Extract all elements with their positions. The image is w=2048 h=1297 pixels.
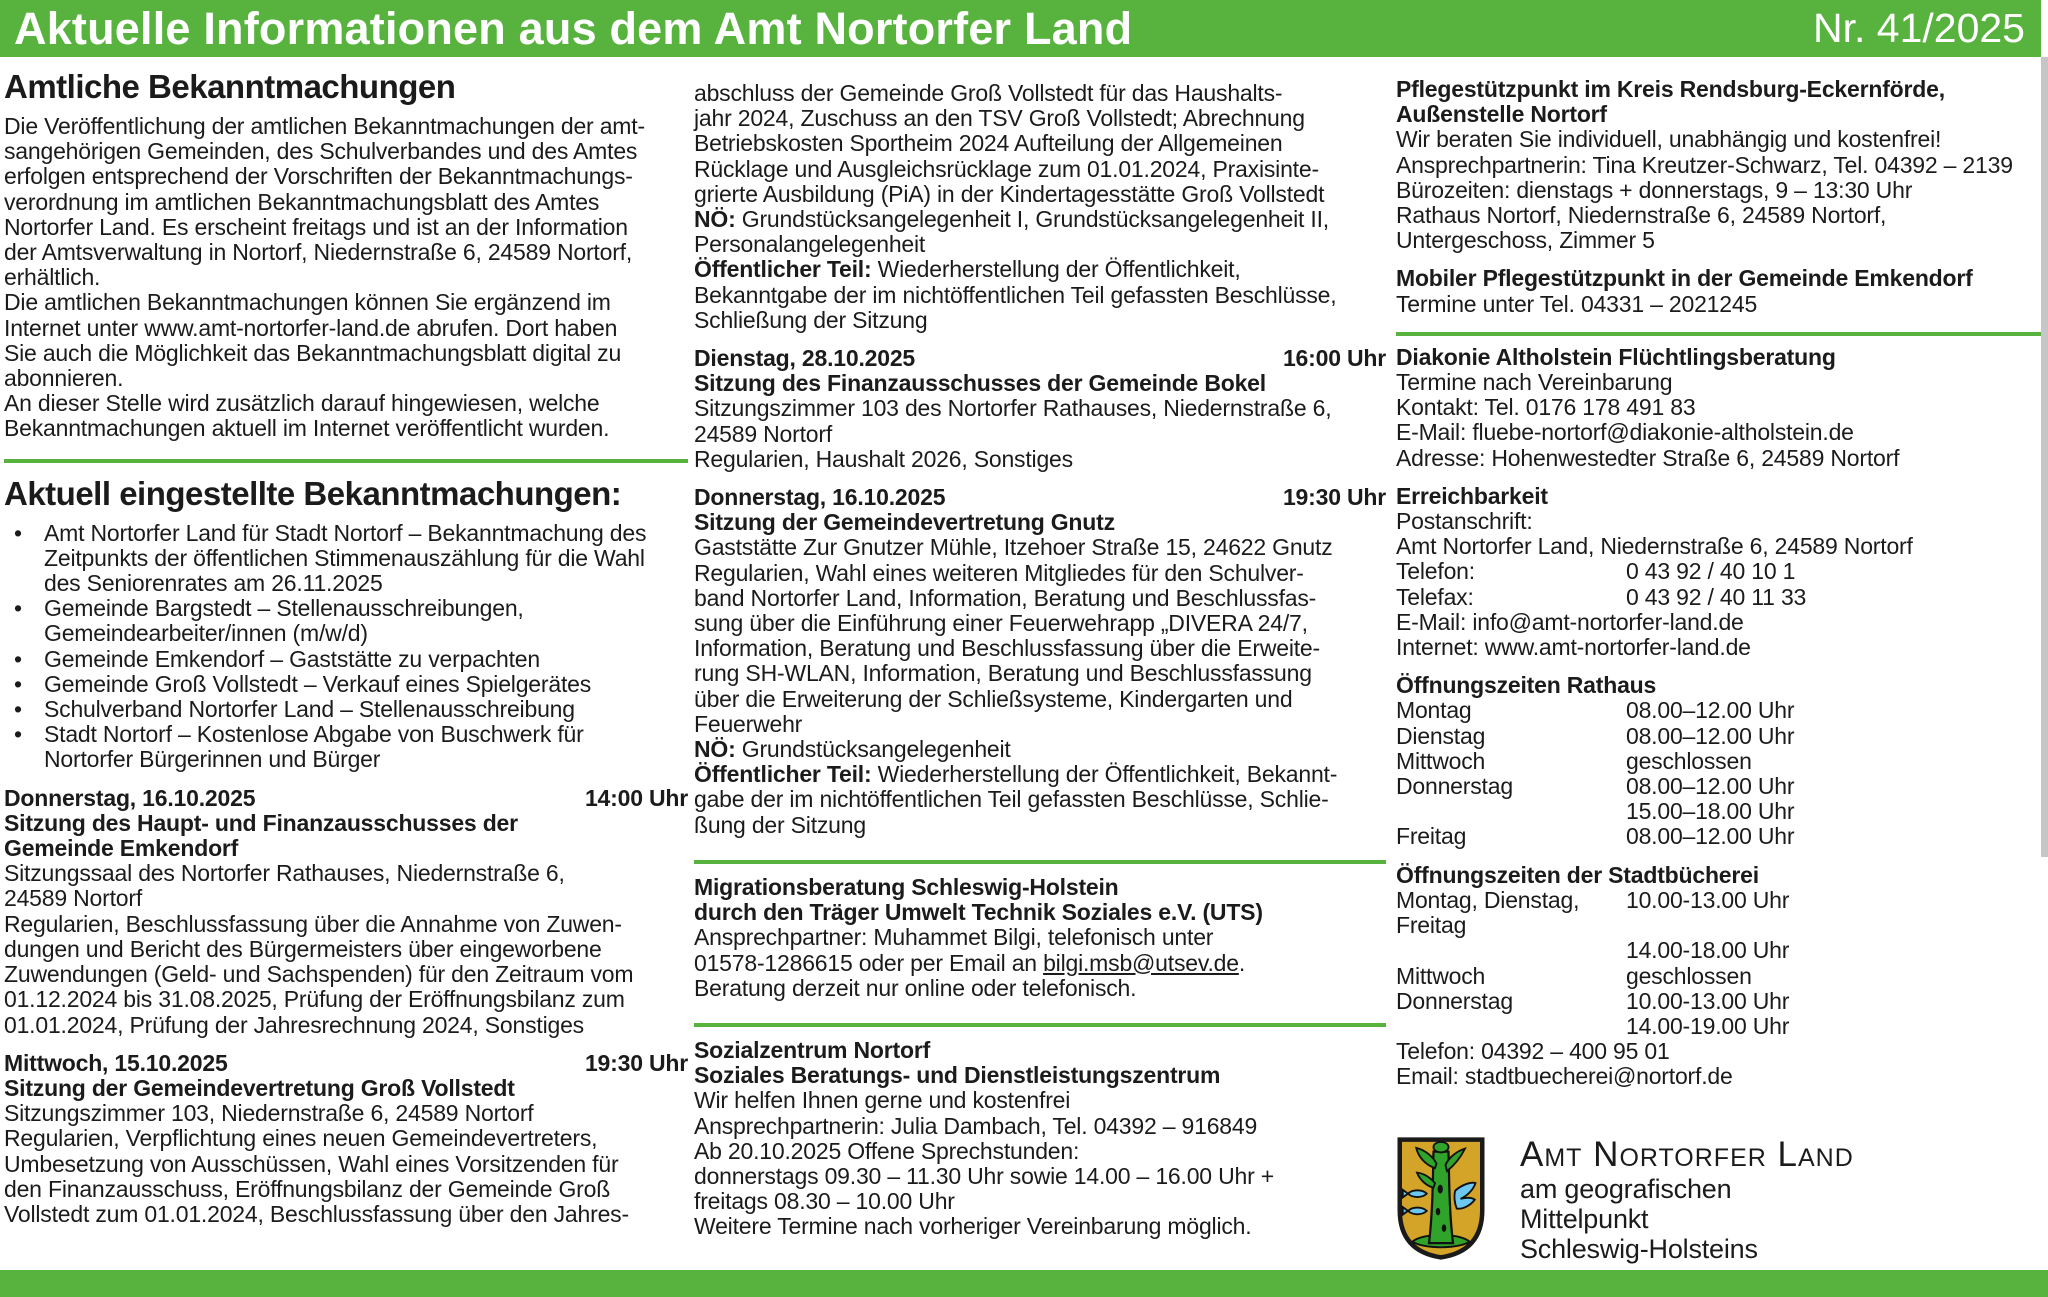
meeting-body: Gaststätte Zur Gnutzer Mühle, Itzehoer Straße 15, 24622 Gnutz Regularien, Wahl eines weiteren Mitgliedes für den Schulver- band Nortorfer Land, Information, Beratung und Beschlussfas- sung über die Einführung einer Feuerwehrapp „DIVERA 24/7, Information, Beratung und Beschlussfassung über die Erweite- rung SH-WLAN, Information, Beratung und Beschlussfassung über die Erweiterung der Schließsysteme, Kindergarten und Feuerwehr bbox=[694, 534, 1333, 737]
list-item bbox=[4, 697, 688, 722]
meeting-date-row bbox=[694, 346, 1386, 371]
nonpublic-label: NÖ: bbox=[694, 736, 736, 763]
hours-time: 14.00-18.00 Uhr bbox=[1626, 937, 1790, 964]
nonpublic-part bbox=[694, 207, 1386, 257]
meeting-body: Sitzungszimmer 103 des Nortorfer Rathauses, Niedernstraße 6, 24589 Nortorf Regularien, Haushalt 2026, Sonstiges bbox=[694, 395, 1332, 472]
meeting-date-row bbox=[694, 485, 1386, 510]
logo-block bbox=[1396, 1136, 2041, 1264]
meeting-date: Mittwoch, 15.10.2025 bbox=[4, 1049, 228, 1076]
contact-value: 0 43 92 / 40 10 1 bbox=[1626, 558, 1796, 585]
contact-row bbox=[1396, 585, 2041, 610]
divider bbox=[694, 1023, 1386, 1027]
migration-line: Ansprechpartner: Muhammet Bilgi, telefonisch unter bbox=[694, 924, 1214, 951]
hours-day: Montag, Dienstag, Freitag bbox=[1396, 886, 1580, 939]
hours-time: 08.00–12.00 Uhr bbox=[1626, 722, 1795, 749]
meeting-date: Donnerstag, 16.10.2025 bbox=[694, 484, 946, 511]
column-middle bbox=[694, 57, 1386, 1240]
sozialzentrum-title: Sozialzentrum Nortorf Soziales Beratungs- und Dienstleistungszentrum bbox=[694, 1036, 1221, 1089]
divider bbox=[4, 459, 688, 463]
meeting-time: 16:00 Uhr bbox=[1282, 345, 1386, 372]
bullet-icon: • bbox=[14, 519, 22, 546]
public-text: Wiederherstellung der Öffentlichkeit, Bekannt- gabe der im nichtöffentlichen Teil gefassten Beschlüsse, Schlie- ßung der Sitzung bbox=[694, 761, 1338, 838]
meeting-date: Donnerstag, 16.10.2025 bbox=[4, 784, 256, 811]
divider bbox=[1396, 332, 2041, 336]
pflege-title: Pflegestützpunkt im Kreis Rendsburg-Eckernförde, Außenstelle Nortorf bbox=[1396, 76, 1945, 128]
meeting-item bbox=[4, 1051, 688, 1227]
page-edge-artifact bbox=[2041, 57, 2048, 857]
list-item bbox=[4, 647, 688, 672]
sozialzentrum-body: Wir helfen Ihnen gerne und kostenfrei Ansprechpartnerin: Julia Dambach, Tel. 04392 – 916849 Ab 20.10.2025 Offene Sprechstunden: donnerstags 09.30 – 11.30 Uhr sowie 14.00 – 16.00 Uhr + freitags 08.30 – 10.00 Uhr Weitere Termine nach vorheriger Vereinbarung möglich. bbox=[694, 1087, 1274, 1240]
public-part bbox=[694, 257, 1386, 333]
public-text: Wiederherstellung der Öffentlichkeit, Bekanntgabe der im nichtöffentlichen Teil gefassten Beschlüsse, Schließung der Sitzung bbox=[694, 256, 1337, 333]
hours-row bbox=[1396, 989, 2041, 1014]
erreichbarkeit-lines: Postanschrift: Amt Nortorfer Land, Niedernstraße 6, 24589 Nortorf bbox=[1396, 508, 1913, 560]
migration-section bbox=[694, 875, 1386, 1001]
hours-day: Donnerstag bbox=[1396, 773, 1513, 800]
contact-value: 0 43 92 / 40 11 33 bbox=[1626, 583, 1807, 610]
meeting-body: Sitzungssaal des Nortorfer Rathauses, Niedernstraße 6, 24589 Nortorf Regularien, Beschlussfassung über die Annahme von Zuwen- dungen und Bericht des Bürgermeisters über eingeworbene Zuwendungen (Geld- und Sachspenden) für den Zeitraum vom 01.12.2024 bis 31.08.2025, Prüfung der Eröffnungsbilanz zum 01.01.2024, Prüfung der Jahresrechnung 2024, Sonstiges bbox=[4, 860, 634, 1038]
org-tagline: am geografischen Mittelpunkt Schleswig-Holsteins bbox=[1520, 1173, 1758, 1264]
logo-text bbox=[1520, 1136, 1854, 1264]
meeting-date: Dienstag, 28.10.2025 bbox=[694, 345, 916, 372]
column-left bbox=[4, 57, 688, 1227]
nonpublic-label: NÖ: bbox=[694, 206, 736, 233]
hours-row bbox=[1396, 1014, 2041, 1039]
migration-line bbox=[694, 951, 1386, 976]
section-heading-current: Aktuell eingestellte Bekanntmachungen: bbox=[4, 474, 622, 512]
email-link[interactable]: bilgi.msb@utsev.de bbox=[1043, 949, 1239, 976]
meeting-date-row bbox=[4, 786, 688, 811]
meeting-body-continued: abschluss der Gemeinde Groß Vollstedt für das Haushalts- jahr 2024, Zuschuss an den TSV Groß Vollstedt; Abrechnung Betriebskosten Sportheim 2024 Aufteilung der Allgemeinen Rücklage und Ausgleichsrücklage zum 01.01.2024, Praxisinte- grierte Ausbildung (PiA) in der Kindertagesstätte Groß Vollstedt bbox=[694, 80, 1325, 207]
section-heading-official: Amtliche Bekanntmachungen bbox=[4, 68, 456, 105]
meeting-body: Sitzungszimmer 103, Niedernstraße 6, 24589 Nortorf Regularien, Verpflichtung eines neuen Gemeindevertreters, Umbesetzung von Ausschüssen, Wahl eines Vorsitzenden für den Finanzausschuss, Eröffnungsbilanz der Gemeinde Groß Vollstedt zum 01.01.2024, Beschlussfassung über den Jahres- bbox=[4, 1100, 629, 1227]
public-part bbox=[694, 762, 1386, 838]
column-right bbox=[1396, 57, 2041, 1264]
library-hours-title: Öffnungszeiten der Stadtbücherei bbox=[1396, 861, 1759, 888]
list-item-text: Gemeinde Emkendorf – Gaststätte zu verpachten bbox=[44, 645, 540, 672]
migration-title: Migrationsberatung Schleswig-Holstein durch den Träger Umwelt Technik Soziales e.V. (UTS) bbox=[694, 873, 1263, 926]
bullet-icon: • bbox=[14, 645, 22, 672]
footer-bar bbox=[0, 1270, 2048, 1297]
meeting-time: 19:30 Uhr bbox=[1282, 484, 1386, 511]
list-item-text: Gemeinde Groß Vollstedt – Verkauf eines Spielgerätes bbox=[44, 670, 592, 697]
hours-time: 15.00–18.00 Uhr bbox=[1626, 798, 1795, 825]
list-item-text: Schulverband Nortorfer Land – Stellenausschreibung bbox=[44, 696, 575, 723]
bullet-icon: • bbox=[14, 595, 22, 622]
rathaus-hours-title: Öffnungszeiten Rathaus bbox=[1396, 672, 1657, 699]
hours-day bbox=[1396, 1014, 1626, 1039]
hours-row bbox=[1396, 888, 2041, 938]
contact-label: Telefax: bbox=[1396, 583, 1474, 610]
diakonie-title: Diakonie Altholstein Flüchtlingsberatung bbox=[1396, 343, 1836, 370]
hours-day: Dienstag bbox=[1396, 722, 1486, 749]
hours-time: geschlossen bbox=[1626, 962, 1752, 989]
public-label: Öffentlicher Teil: bbox=[694, 256, 872, 283]
contact-row bbox=[1396, 559, 2041, 584]
library-contact: Telefon: 04392 – 400 95 01 Email: stadtbuecherei@nortorf.de bbox=[1396, 1038, 1733, 1090]
meeting-time: 14:00 Uhr bbox=[584, 784, 688, 811]
hours-row bbox=[1396, 774, 2041, 799]
header-bar bbox=[0, 0, 2041, 57]
meeting-title: Sitzung der Gemeindevertretung Groß Vollstedt bbox=[4, 1074, 515, 1101]
hours-day: Freitag bbox=[1396, 823, 1467, 850]
hours-time: 10.00-13.00 Uhr bbox=[1626, 987, 1790, 1014]
divider bbox=[694, 860, 1386, 864]
hours-row bbox=[1396, 824, 2041, 849]
bullet-icon: • bbox=[14, 696, 22, 723]
hours-time: 08.00–12.00 Uhr bbox=[1626, 823, 1795, 850]
list-item-text: Gemeinde Bargstedt – Stellenausschreibungen, Gemeindearbeiter/innen (m/w/d) bbox=[44, 595, 524, 647]
hours-time: 08.00–12.00 Uhr bbox=[1626, 773, 1795, 800]
public-label: Öffentlicher Teil: bbox=[694, 761, 872, 788]
list-item-text: Amt Nortorfer Land für Stadt Nortorf – Bekanntmachung des Zeitpunkts der öffentlichen Stimmenauszählung für die Wahl des Seniorenrates am 26.11.2025 bbox=[44, 519, 647, 597]
meeting-title: Sitzung des Finanzausschusses der Gemeinde Bokel bbox=[694, 370, 1266, 397]
meeting-title: Sitzung der Gemeindevertretung Gnutz bbox=[694, 509, 1115, 536]
mobil-line: Termine unter Tel. 04331 – 2021245 bbox=[1396, 290, 1758, 317]
page-title: Aktuelle Informationen aus dem Amt Nortorfer Land bbox=[14, 3, 1133, 54]
list-item bbox=[4, 722, 688, 772]
hours-day: Mittwoch bbox=[1396, 747, 1486, 774]
hours-day: Montag bbox=[1396, 697, 1472, 724]
pflege-body: Wir beraten Sie individuell, unabhängig und kostenfrei! Ansprechpartnerin: Tina Kreutzer-Schwarz, Tel. 04392 – 2139 Bürozeiten: dienstags + donnerstags, 9 – 13:30 Uhr Rathaus Nortorf, Niedernstraße 6, 24589 Nortorf, Untergeschoss, Zimmer 5 bbox=[1396, 126, 2013, 254]
hours-row bbox=[1396, 749, 2041, 774]
bullet-icon: • bbox=[14, 670, 22, 697]
hours-time: 14.00-19.00 Uhr bbox=[1626, 1012, 1790, 1039]
migration-line: Beratung derzeit nur online oder telefonisch. bbox=[694, 974, 1137, 1001]
migration-line-text: . bbox=[1238, 949, 1246, 976]
meeting-time: 19:30 Uhr bbox=[584, 1049, 688, 1076]
hours-day bbox=[1396, 938, 1626, 963]
hours-day: Donnerstag bbox=[1396, 987, 1513, 1014]
coat-of-arms-icon bbox=[1396, 1136, 1486, 1261]
official-paragraph: Die Veröffentlichung der amtlichen Bekanntmachungen der amt- sangehörigen Gemeinden, des Schulverbandes und des Amtes erfolgen entsprechend der Vorschriften der Bekanntmachungs- verordnung im amtlichen Bekanntmachungsblatt des Amtes Nortorfer Land. Es erscheint freitags und ist an der Information der Amtsverwaltung in Nortorf, Niedernstraße 6, 24589 Nortorf, erhältlich. Die amtlichen Bekanntmachungen können Sie ergänzend im Internet unter www.amt-nortorfer-land.de abrufen. Dort haben Sie auch die Möglichkeit das Bekanntmachungsblatt digital zu abonnieren. An dieser Stelle wird zusätzlich darauf hingewiesen, welche Bekanntmachungen aktuell im Internet veröffentlicht wurden. bbox=[4, 113, 645, 442]
meeting-title: Sitzung des Haupt- und Finanzausschusses der Gemeinde Emkendorf bbox=[4, 809, 518, 862]
hours-day bbox=[1396, 799, 1626, 824]
issue-number: Nr. 41/2025 bbox=[1813, 5, 2025, 51]
diakonie-body: Termine nach Vereinbarung Kontakt: Tel. 0176 178 491 83 E-Mail: fluebe-nortorf@diakonie-altholstein.de Adresse: Hohenwestedter Straße 6, 24589 Nortorf bbox=[1396, 369, 1900, 471]
meeting-item bbox=[694, 485, 1386, 838]
erreichbarkeit-title: Erreichbarkeit bbox=[1396, 482, 1548, 509]
mobil-title: Mobiler Pflegestützpunkt in der Gemeinde Emkendorf bbox=[1396, 265, 1973, 292]
meeting-item bbox=[4, 786, 688, 1038]
nonpublic-part bbox=[694, 737, 1386, 762]
hours-row bbox=[1396, 964, 2041, 989]
contact-label: Telefon: bbox=[1396, 558, 1475, 585]
meeting-item bbox=[694, 346, 1386, 472]
hours-row bbox=[1396, 799, 2041, 824]
hours-row bbox=[1396, 724, 2041, 749]
nonpublic-text: Grundstücksangelegenheit bbox=[741, 736, 1011, 763]
erreichbarkeit-lines: E-Mail: info@amt-nortorfer-land.de Internet: www.amt-nortorfer-land.de bbox=[1396, 608, 1751, 661]
hours-row bbox=[1396, 938, 2041, 963]
hours-time: geschlossen bbox=[1626, 747, 1752, 774]
nonpublic-text: Grundstücksangelegenheit I, Grundstücksangelegenheit II, Personalangelegenheit bbox=[694, 206, 1329, 258]
list-item bbox=[4, 521, 688, 597]
bullet-icon: • bbox=[14, 721, 22, 748]
hours-day: Mittwoch bbox=[1396, 962, 1486, 989]
list-item-text: Stadt Nortorf – Kostenlose Abgabe von Buschwerk für Nortorfer Bürgerinnen und Bürger bbox=[44, 721, 584, 773]
hours-time: 08.00–12.00 Uhr bbox=[1626, 697, 1795, 724]
list-item bbox=[4, 596, 688, 646]
hours-time: 10.00-13.00 Uhr bbox=[1626, 886, 1790, 913]
hours-row bbox=[1396, 698, 2041, 723]
meeting-date-row bbox=[4, 1051, 688, 1076]
list-item bbox=[4, 672, 688, 697]
sozialzentrum-section bbox=[694, 1038, 1386, 1240]
migration-line-text: 01578-1286615 oder per Email an bbox=[694, 949, 1044, 976]
org-name: Amt Nortorfer Land bbox=[1520, 1134, 1854, 1174]
